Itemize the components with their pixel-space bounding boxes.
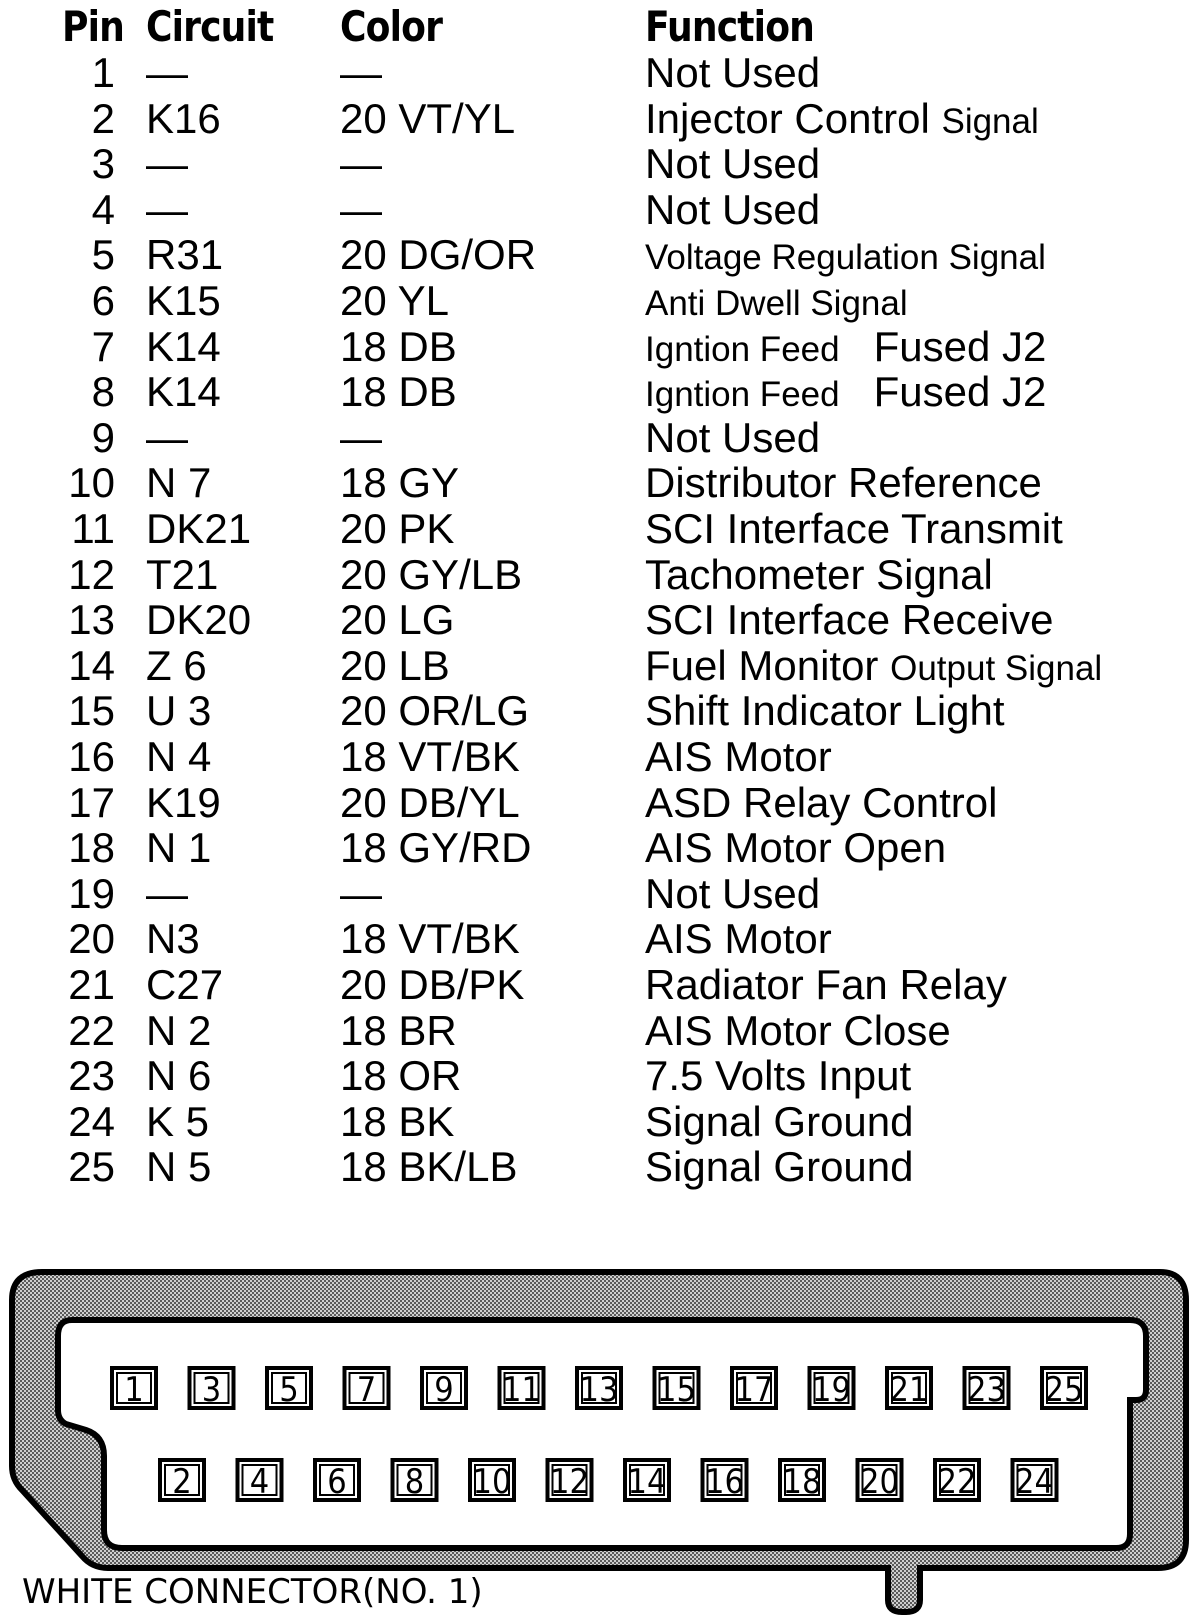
function-main: Tachometer Signal: [645, 550, 993, 598]
function-main: AIS Motor: [645, 733, 832, 780]
header-function: Function: [645, 2, 815, 51]
connector-pin-label: 14: [627, 1462, 667, 1502]
circuit-code: N 7: [146, 459, 212, 507]
connector-pin-11: [500, 1368, 544, 1410]
circuit-code: N 5: [146, 1143, 212, 1191]
pin-number: 18: [68, 824, 115, 872]
wire-color: 18 OR: [340, 1052, 462, 1100]
function-note: Voltage Regulation Signal: [645, 238, 1046, 278]
wire-color: —: [340, 185, 382, 233]
wire-color: —: [340, 140, 382, 188]
pin-number: 2: [91, 94, 115, 142]
connector-pin-18: [780, 1460, 824, 1502]
connector-pin-9: [422, 1368, 466, 1410]
header-circuit: Circuit: [146, 2, 274, 51]
wire-color: 20 LB: [340, 641, 450, 689]
pin-number: 11: [71, 505, 115, 552]
function-main: Signal Ground: [645, 1097, 914, 1145]
pin-number: 10: [68, 459, 115, 507]
circuit-code: R31: [146, 231, 224, 279]
wire-color: —: [340, 49, 382, 96]
connector-pin-label: 3: [201, 1370, 222, 1410]
connector-pin-label: 15: [657, 1370, 696, 1410]
connector-pin-19: [810, 1368, 854, 1410]
connector-pin-label: 7: [356, 1370, 377, 1410]
circuit-code: T21: [146, 550, 219, 598]
connector-pin-4: [238, 1460, 282, 1502]
connector-pin-14: [625, 1460, 669, 1502]
pin-number: 25: [68, 1143, 115, 1191]
pin-number: 23: [68, 1052, 115, 1100]
connector-pin-label: 20: [860, 1462, 899, 1502]
connector-pin-label: 17: [734, 1370, 774, 1410]
function-main: SCI Interface Transmit: [645, 505, 1063, 552]
wire-color: 18 VT/BK: [340, 733, 520, 780]
connector-pin-13: [577, 1368, 621, 1410]
circuit-code: —: [146, 869, 188, 917]
wire-color: 18 BR: [340, 1006, 457, 1054]
connector-recess: [58, 1320, 1146, 1548]
connector-pin-20: [858, 1460, 902, 1502]
wire-color: 18 GY/RD: [340, 824, 532, 872]
pin-number: 9: [91, 413, 115, 461]
function-main: Signal Ground: [645, 1143, 914, 1191]
wire-color: 18 GY: [340, 459, 460, 507]
connector-pin-label: 25: [1044, 1370, 1084, 1410]
pin-number: 21: [68, 961, 115, 1008]
pin-number: 12: [68, 550, 115, 598]
connector-pin-label: 4: [249, 1462, 270, 1502]
pin-number: 17: [68, 778, 115, 826]
wire-color: 18 BK/LB: [340, 1143, 518, 1191]
circuit-code: N3: [146, 915, 200, 963]
wire-color: 18 BK: [340, 1097, 455, 1145]
function-note: Signal: [941, 101, 1039, 141]
pin-number: 24: [68, 1097, 115, 1145]
circuit-code: —: [146, 413, 188, 461]
connector-pin-24: [1013, 1460, 1057, 1502]
connector-pin-label: 16: [705, 1462, 744, 1502]
function-main: AIS Motor: [645, 915, 832, 963]
function-main: AIS Motor Open: [645, 824, 947, 872]
wire-color: 20 OR/LG: [340, 687, 530, 735]
connector-pin-label: 12: [550, 1462, 589, 1502]
function-main: Radiator Fan Relay: [645, 961, 1007, 1008]
pin-number: 22: [68, 1006, 115, 1054]
function-main: 7.5 Volts Input: [645, 1052, 912, 1100]
connector-pin-10: [470, 1460, 514, 1502]
connector-pin-1: [112, 1368, 156, 1410]
connector-pin-25: [1042, 1368, 1086, 1410]
connector-pin-label: 9: [434, 1370, 454, 1410]
connector-pin-3: [190, 1368, 234, 1410]
connector-pin-15: [655, 1368, 699, 1410]
connector-pin-2: [160, 1460, 204, 1502]
circuit-code: N 6: [146, 1052, 212, 1100]
pin-number: 7: [91, 322, 115, 370]
wire-color: 20 DB/YL: [340, 778, 520, 826]
function-main: SCI Interface Receive: [645, 596, 1054, 644]
connector-pin-8: [393, 1460, 437, 1502]
function-note: Igntion Feed: [645, 375, 840, 415]
circuit-code: K14: [146, 322, 221, 370]
circuit-code: —: [146, 185, 188, 233]
wire-color: 20 GY/LB: [340, 550, 523, 598]
circuit-code: K15: [146, 277, 221, 324]
connector-pin-5: [267, 1368, 311, 1410]
connector-pin-6: [315, 1460, 359, 1502]
circuit-code: U 3: [146, 687, 212, 735]
pin-number: 1: [91, 49, 115, 96]
wire-color: 20 YL: [340, 277, 449, 324]
function-main: Fused J2: [873, 368, 1047, 416]
connector-pin-23: [965, 1368, 1009, 1410]
circuit-code: —: [146, 140, 188, 188]
circuit-code: N 2: [146, 1006, 212, 1054]
function-main: AIS Motor Close: [645, 1006, 951, 1054]
header-pin: Pin: [62, 2, 125, 51]
connector-pin-label: 21: [889, 1370, 929, 1410]
connector-pin-label: 1: [124, 1370, 144, 1410]
connector-pin-21: [887, 1368, 931, 1410]
connector-pin-16: [703, 1460, 747, 1502]
pin-number: 5: [91, 231, 115, 279]
circuit-code: C27: [146, 961, 224, 1008]
connector-pin-label: 6: [327, 1462, 347, 1502]
circuit-code: —: [146, 49, 188, 96]
pin-number: 16: [68, 733, 115, 780]
wire-color: 20 VT/YL: [340, 94, 516, 142]
connector-pin-label: 22: [937, 1462, 977, 1502]
function-main: Shift Indicator Light: [645, 687, 1005, 735]
header-color: Color: [340, 2, 443, 51]
pin-number: 19: [68, 869, 115, 917]
connector-pin-label: 18: [782, 1462, 822, 1502]
connector-pin-label: 8: [404, 1462, 425, 1502]
connector-pin-label: 10: [472, 1462, 512, 1502]
pin-number: 3: [91, 140, 115, 188]
circuit-code: Z 6: [146, 641, 207, 689]
wire-color: 20 LG: [340, 596, 455, 644]
circuit-code: K14: [146, 368, 221, 416]
pin-number: 8: [91, 368, 115, 416]
connector-pin-label: 24: [1015, 1462, 1054, 1502]
wire-color: 18 DB: [340, 322, 457, 370]
connector-pin-12: [548, 1460, 592, 1502]
circuit-code: DK21: [146, 505, 252, 552]
pin-number: 13: [68, 596, 115, 644]
pin-number: 15: [68, 687, 115, 735]
wire-color: 20 DB/PK: [340, 961, 525, 1008]
function-main: Injector Control: [645, 94, 930, 142]
function-main: ASD Relay Control: [645, 778, 998, 826]
circuit-code: DK20: [146, 596, 252, 644]
function-main: Not Used: [645, 869, 821, 917]
pin-number: 6: [91, 277, 115, 324]
wire-color: 20 PK: [340, 505, 455, 552]
function-note: Output Signal: [890, 648, 1103, 688]
connector-pin-17: [732, 1368, 776, 1410]
function-main: Fused J2: [873, 322, 1047, 370]
circuit-code: K 5: [146, 1097, 210, 1145]
function-main: Not Used: [645, 185, 821, 233]
connector-pin-22: [935, 1460, 979, 1502]
circuit-code: K16: [146, 94, 221, 142]
wire-color: —: [340, 869, 382, 917]
connector-pin-label: 23: [967, 1370, 1006, 1410]
connector-caption: WHITE CONNECTOR(NO. 1): [22, 1572, 483, 1612]
pin-number: 4: [91, 185, 115, 233]
wire-color: 18 VT/BK: [340, 915, 520, 963]
pin-number: 20: [68, 915, 115, 963]
connector-pin-label: 2: [172, 1462, 192, 1502]
wire-color: 20 DG/OR: [340, 231, 537, 279]
function-main: Not Used: [645, 49, 821, 96]
connector-pin-label: 19: [812, 1370, 851, 1410]
connector-pin-label: 11: [502, 1370, 541, 1410]
circuit-code: N 4: [146, 733, 212, 780]
wire-color: —: [340, 413, 382, 461]
circuit-code: N 1: [146, 824, 212, 872]
circuit-code: K19: [146, 778, 221, 826]
connector-pin-label: 13: [579, 1370, 619, 1410]
function-main: Fuel Monitor: [645, 641, 879, 689]
function-main: Not Used: [645, 140, 821, 188]
pin-number: 14: [68, 641, 115, 689]
connector-pin-label: 5: [279, 1370, 299, 1410]
function-main: Not Used: [645, 413, 821, 461]
wire-color: 18 DB: [340, 368, 457, 416]
function-note: Anti Dwell Signal: [645, 284, 908, 323]
function-main: Distributor Reference: [645, 459, 1042, 507]
function-note: Igntion Feed: [645, 329, 840, 369]
connector-pin-7: [345, 1368, 389, 1410]
